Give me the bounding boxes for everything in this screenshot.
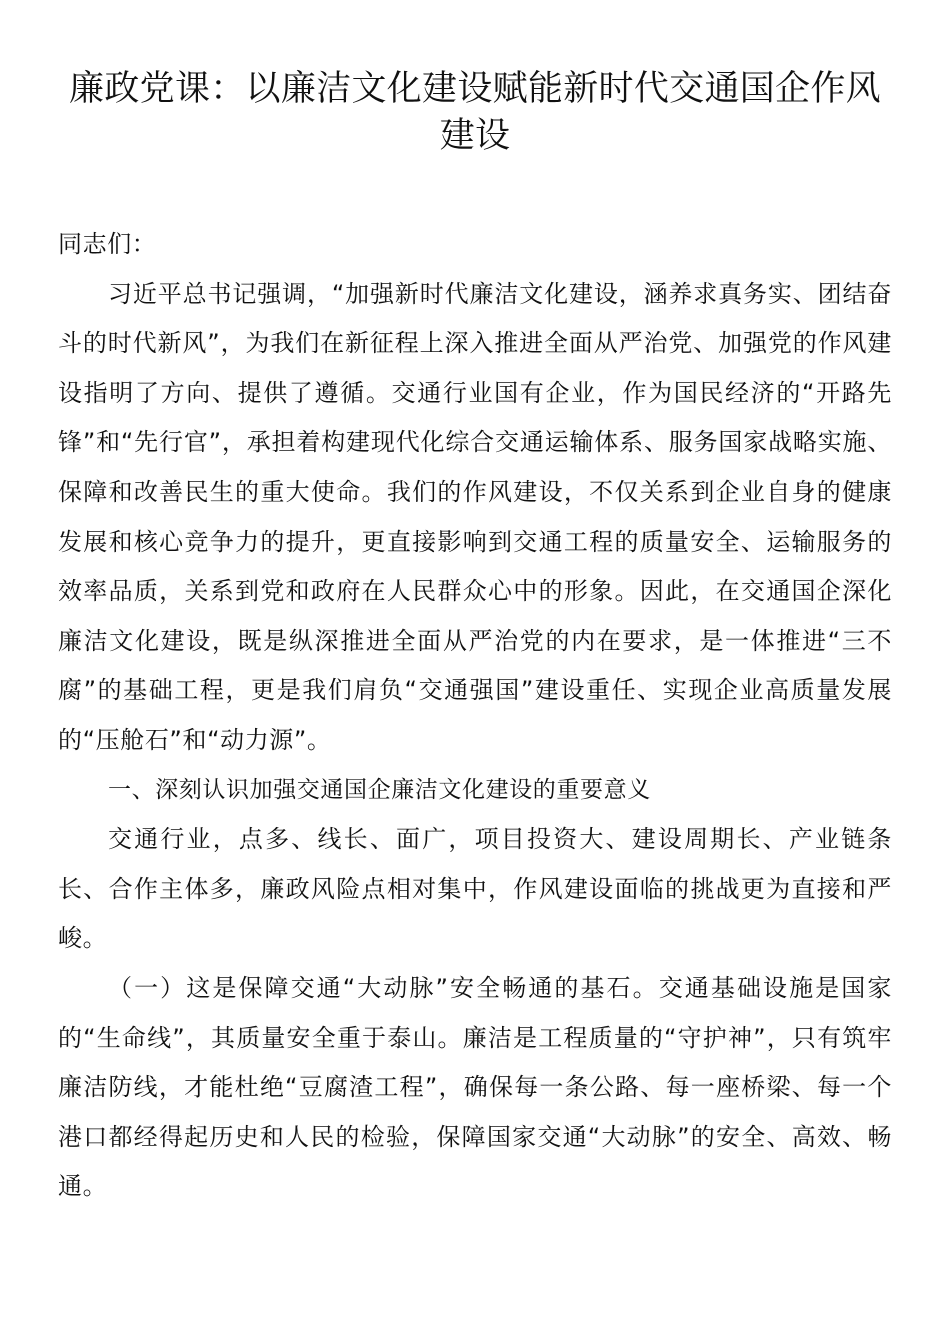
- paragraph-intro: 习近平总书记强调，“加强新时代廉洁文化建设，涵养求真务实、团结奋斗的时代新风”，为我们在新征程上深入推进全面从严治党、加强党的作风建设指明了方向、提供了遵循。交通行业国有企业，作为国民经济的“开路先锋”和“先行官”，承担着构建现代化综合交通运输体系、服务国家战略实施、保障和改善民生的重大使命。我们的作风建设，不仅关系到企业自身的健康发展和核心竞争力的提升，更直接影响到交通工程的质量安全、运输服务的效率品质，关系到党和政府在人民群众心中的形象。因此，在交通国企深化廉洁文化建设，既是纵深推进全面从严治党的内在要求，是一体推进“三不腐”的基础工程，更是我们肩负“交通强国”建设重任、实现企业高质量发展的“压舱石”和“动力源”。: [58, 279, 892, 754]
- paragraph-subsection-1: （一）这是保障交通“大动脉”安全畅通的基石。交通基础设施是国家的“生命线”，其质量安全重于泰山。廉洁是工程质量的“守护神”，只有筑牢廉洁防线，才能杜绝“豆腐渣工程”，确保每一条公路、每一座桥梁、每一个港口都经得起历史和人民的检验，保障国家交通“大动脉”的安全、高效、畅通。: [58, 973, 892, 1201]
- document-body: [58, 220, 892, 1212]
- document-title: 廉政党课：以廉洁文化建设赋能新时代交通国企作风建设: [69, 69, 881, 156]
- section-heading-1: 一、深刻认识加强交通国企廉洁文化建设的重要意义: [108, 776, 651, 803]
- paragraph-section-1-intro: 交通行业，点多、线长、面广，项目投资大、建设周期长、产业链条长、合作主体多，廉政风险点相对集中，作风建设面临的挑战更为直接和严峻。: [58, 825, 892, 953]
- salutation: 同志们：: [58, 230, 157, 258]
